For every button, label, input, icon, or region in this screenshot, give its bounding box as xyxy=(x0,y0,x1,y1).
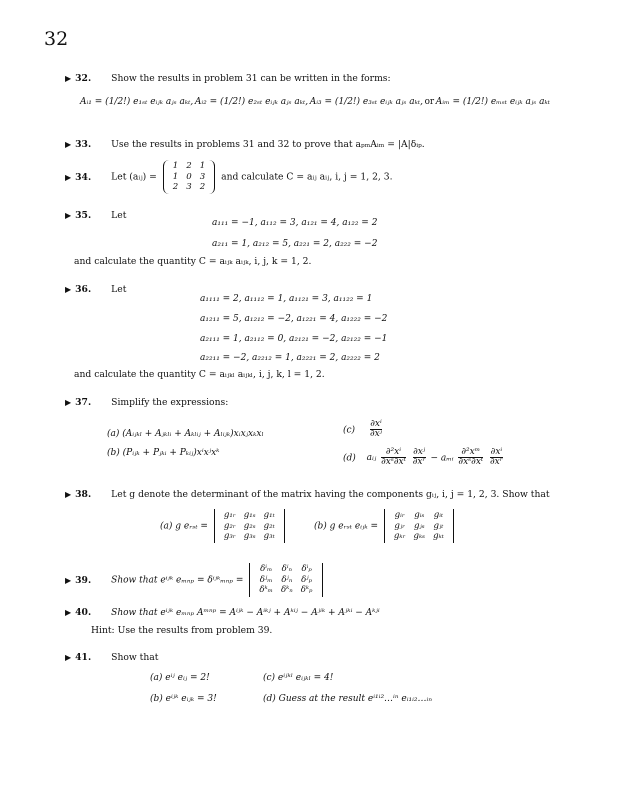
problem-41: ▶ 41. Show that xyxy=(65,652,159,663)
problem-35-row-2: a₂₁₁ = 1, a₂₁₂ = 5, a₂₂₁ = 2, a₂₂₂ = −2 xyxy=(212,239,378,249)
problem-32-equations: Aᵢ₁ = (1/2!) e₁ₛₜ eᵢⱼₖ aⱼₛ aₖₜ, Aᵢ₂ = (1/2!) e₂ₛₜ eᵢⱼₖ aⱼₛ aₖₜ, Aᵢ₃ = (1/2!) e₃ₛₜ eᵢⱼₖ aⱼₛ aₖₜ, or Aᵢₘ = (1/2!) eₘₛₜ eᵢⱼₖ aⱼₛ aₖₜ xyxy=(80,97,550,107)
problem-34: ▶ 34. Let (aᵢⱼ) = 1 2 1 1 0 3 2 3 2 and calculate C = aᵢⱼ aᵢⱼ, i, j = 1, 2, 3. xyxy=(65,161,393,193)
triangle-bullet-icon: ▶ xyxy=(65,140,72,149)
problem-38: ▶ 38. Let g denote the determinant of the matrix having the components gᵢⱼ, i, j = 1, 2, 3. Show that xyxy=(65,489,550,500)
problem-37-d: (d) aᵢⱼ $\frac{\text{∂²xⁱ}}{\text{∂xˢ∂xᵗ}}$ $\frac{\text{∂xʲ}}{\text{∂xʳ}}$ − aₘᵢ $\frac{\text{∂²xᵐ}}{\text{∂xˢ∂xᵗ}}$ $\frac{\text{∂xⁱ}}{\text{∂xʳ}}$ xyxy=(343,447,503,468)
problem-37-a: (a) (Aᵢⱼₖₗ + Aⱼₖₗᵢ + Aₖₗᵢⱼ + Aₗᵢⱼₖ)xᵢxⱼxₖxₗ xyxy=(107,429,264,439)
triangle-bullet-icon: ▶ xyxy=(65,575,72,585)
problem-38-a: (a) g eᵣₛₜ = g₁ᵣ g₁ₛ g₁ₜ g₂ᵣ g₂ₛ g₂ₜ g₃ᵣ g₃ₛ g₃ₜ xyxy=(160,509,288,543)
triangle-bullet-icon: ▶ xyxy=(65,653,72,662)
problem-37: ▶ 37. Simplify the expressions: xyxy=(65,397,229,408)
triangle-bullet-icon: ▶ xyxy=(65,608,72,617)
triangle-bullet-icon: ▶ xyxy=(65,490,72,499)
problem-40-hint: Hint: Use the results from problem 39. xyxy=(91,625,273,636)
page-number: 32 xyxy=(44,28,69,50)
problem-37-c: (c) $\frac{\text{∂xⁱ}}{\text{∂xʲ}}$ xyxy=(343,419,383,440)
problem-41-a: (a) eⁱʲ eᵢⱼ = 2! xyxy=(150,673,210,683)
problem-41-b: (b) eⁱʲᵏ eᵢⱼₖ = 3! xyxy=(150,694,217,704)
problem-36-row-2: a₁₂₁₁ = 5, a₁₂₁₂ = −2, a₁₂₂₁ = 4, a₁₂₂₂ = −2 xyxy=(200,314,388,324)
problem-36-after: and calculate the quantity C = aᵢⱼₖₗ aᵢⱼₖₗ, i, j, k, l = 1, 2. xyxy=(74,369,325,380)
matrix-a: 1 2 1 1 0 3 2 3 2 xyxy=(163,160,215,194)
problem-38-b: (b) g eᵣₛₜ eᵢⱼₖ = gᵢᵣ gᵢₛ gᵢₜ gⱼᵣ gⱼₛ gⱼₜ gₖᵣ gₖₛ gₖₜ xyxy=(314,509,457,543)
problem-41-c: (c) eⁱʲᵏˡ eᵢⱼₖₗ = 4! xyxy=(263,673,334,683)
problem-36: ▶ 36. Let xyxy=(65,284,127,295)
problem-39: ▶ 39. Show that eⁱʲᵏ eₘₙₚ = δⁱʲᵏₘₙₚ = δⁱₘ δⁱₙ δⁱₚ δʲₘ δʲₙ δʲₚ δᵏₘ δᵏₙ δᵏₚ xyxy=(65,563,326,597)
delta-determinant: δⁱₘ δⁱₙ δⁱₚ δʲₘ δʲₙ δʲₚ δᵏₘ δᵏₙ δᵏₚ xyxy=(249,563,322,597)
problem-36-row-3: a₂₁₁₁ = 1, a₂₁₁₂ = 0, a₂₁₂₁ = −2, a₂₁₂₂ = −1 xyxy=(200,334,388,344)
determinant-b: gᵢᵣ gᵢₛ gᵢₜ gⱼᵣ gⱼₛ gⱼₜ gₖᵣ gₖₛ gₖₜ xyxy=(384,509,454,543)
triangle-bullet-icon: ▶ xyxy=(65,172,72,182)
triangle-bullet-icon: ▶ xyxy=(65,74,72,83)
problem-37-b: (b) (Pᵢⱼₖ + Pⱼₖᵢ + Pₖᵢⱼ)xⁱxʲxᵏ xyxy=(107,448,220,458)
problem-35-row-1: a₁₁₁ = −1, a₁₁₂ = 3, a₁₂₁ = 4, a₁₂₂ = 2 xyxy=(212,218,378,228)
problem-41-d: (d) Guess at the result eⁱ¹ⁱ²…ⁱⁿ eᵢ₁ᵢ₂…ᵢₙ xyxy=(263,694,433,704)
problem-36-row-1: a₁₁₁₁ = 2, a₁₁₁₂ = 1, a₁₁₂₁ = 3, a₁₁₂₂ = 1 xyxy=(200,294,373,304)
triangle-bullet-icon: ▶ xyxy=(65,211,72,220)
triangle-bullet-icon: ▶ xyxy=(65,285,72,294)
problem-33: ▶ 33. Use the results in problems 31 and 32 to prove that aₚₘAᵢₘ = |A|δᵢₚ. xyxy=(65,139,425,150)
problem-36-row-4: a₂₂₁₁ = −2, a₂₂₁₂ = 1, a₂₂₂₁ = 2, a₂₂₂₂ = 2 xyxy=(200,353,380,363)
triangle-bullet-icon: ▶ xyxy=(65,398,72,407)
problem-32: ▶ 32. Show the results in problem 31 can be written in the forms: xyxy=(65,73,391,84)
problem-35: ▶ 35. Let xyxy=(65,210,127,221)
determinant-a: g₁ᵣ g₁ₛ g₁ₜ g₂ᵣ g₂ₛ g₂ₜ g₃ᵣ g₃ₛ g₃ₜ xyxy=(214,509,285,543)
problem-40: ▶ 40. Show that eⁱʲᵏ eₘₙₚ Aᵐⁿᵖ = Aⁱʲᵏ − Aⁱᵏʲ + Aᵏⁱʲ − Aʲⁱᵏ + Aʲᵏⁱ − Aᵏʲⁱ xyxy=(65,607,380,618)
problem-35-after: and calculate the quantity C = aᵢⱼₖ aᵢⱼₖ, i, j, k = 1, 2. xyxy=(74,256,312,267)
